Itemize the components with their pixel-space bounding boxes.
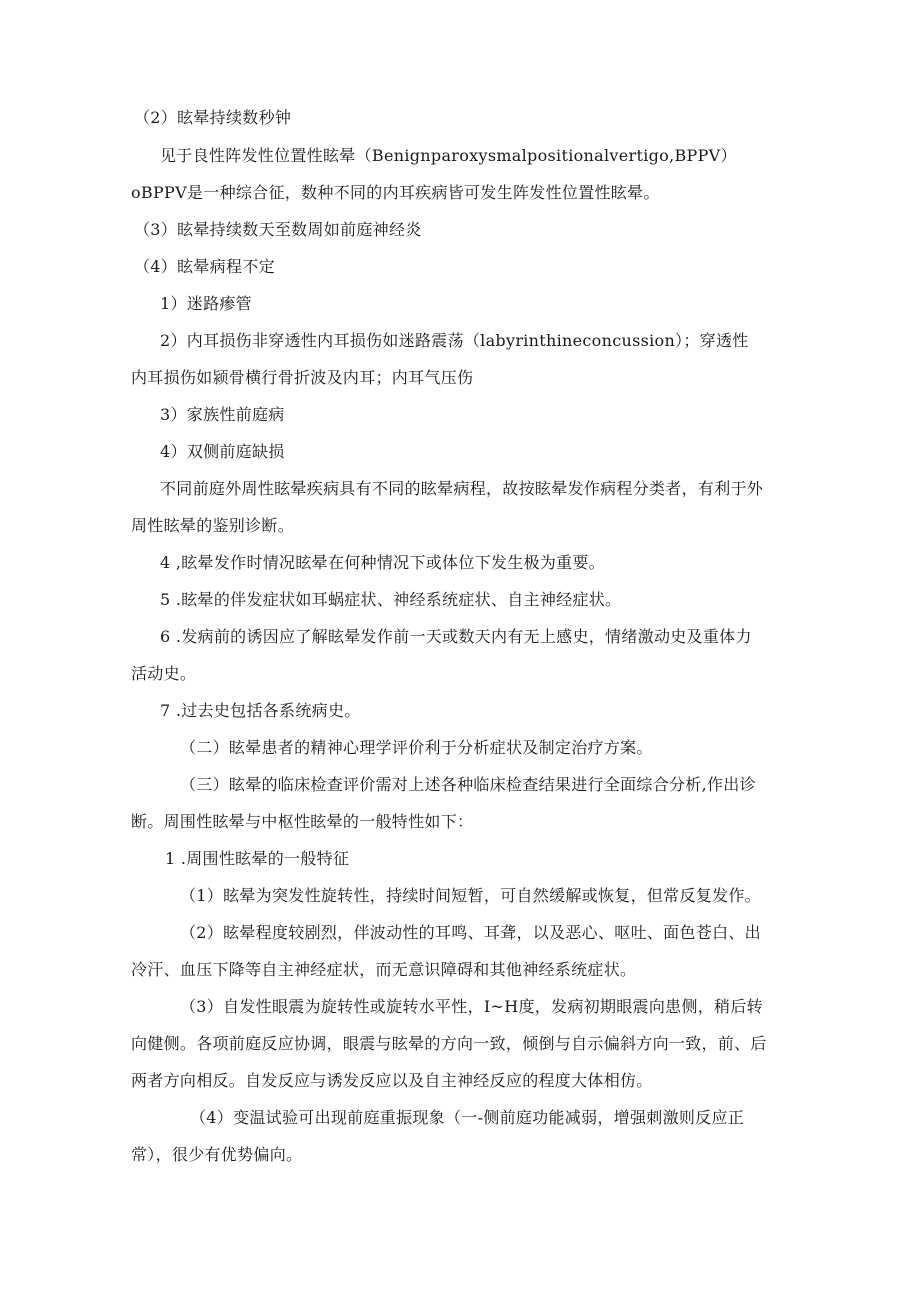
text-line: 3）家族性前庭病	[160, 405, 285, 424]
text-line: 活动史。	[131, 664, 197, 683]
text-line: 7 .过去史包括各系统病史。	[160, 701, 361, 720]
text-line: （2）眩晕持续数秒钟	[134, 108, 292, 127]
text-line: 向健侧。各项前庭反应协调，眼震与眩晕的方向一致，倾倒与自示偏斜方向一致，前、后	[131, 1034, 767, 1053]
text-line: 常），很少有优势偏向。	[131, 1145, 303, 1164]
text-line: （1）眩晕为突发性旋转性，持续时间短暂，可自然缓解或恢复，但常反复发作。	[180, 886, 761, 905]
text-line: （4）眩晕病程不定	[134, 257, 275, 276]
text-line: （三）眩晕的临床检查评价需对上述各种临床检查结果进行全面综合分析,作出诊	[180, 775, 756, 794]
text-line: 1）迷路瘆管	[160, 294, 252, 313]
text-line: 1 .周围性眩晕的一般特征	[165, 849, 350, 868]
text-line: 断。周围性眩晕与中枢性眩晕的一般特性如下：	[131, 812, 474, 831]
text-line: （2）眩晕程度较剧烈，伴波动性的耳鸣、耳聋，以及恶心、呕吐、面色苍白、出	[180, 923, 761, 942]
text-line: 4）双侧前庭缺损	[160, 442, 285, 461]
text-line: （4）变温试验可出现前庭重振现象（一-侧前庭功能减弱，增强刺激则反应正	[190, 1108, 745, 1127]
text-line: （3）眩晕持续数天至数周如前庭神经炎	[134, 220, 422, 239]
text-line: 两者方向相反。自发反应与诱发反应以及自主神经反应的程度大体相仿。	[131, 1071, 653, 1090]
text-line: 内耳损伤如颍骨横行骨折波及内耳；内耳气压伤	[131, 368, 474, 387]
text-line: 冷汗、血压下降等自主神经症状，而无意识障碍和其他神经系统症状。	[131, 960, 637, 979]
text-line: 4 ,眩晕发作时情况眩晕在何种情况下或体位下发生极为重要。	[160, 553, 606, 572]
text-line: 5 .眩晕的伴发症状如耳蜗症状、神经系统症状、自主神经症状。	[160, 590, 622, 609]
text-line: 见于良性阵发性位置性眩晕（Benignparoxysmalpositionalvertigo,BPPV）	[160, 146, 737, 165]
text-line: 2）内耳损伤非穿透性内耳损伤如迷路震荡（labyrinthineconcussion）；穿透性	[160, 331, 749, 350]
text-line: 周性眩晕的鉴别诊断。	[131, 516, 295, 535]
text-line: 6 .发病前的诱因应了解眩晕发作前一天或数天内有无上感史，情绪激动史及重体力	[160, 627, 752, 646]
text-line: oBPPV是一种综合征，数种不同的内耳疾病皆可发生阵发性位置性眩晕。	[131, 183, 660, 202]
text-line: （3）自发性眼震为旋转性或旋转水平性，I~H度，发病初期眼震向患侧，稍后转	[180, 997, 763, 1016]
text-line: 不同前庭外周性眩晕疾病具有不同的眩晕病程，故按眩晕发作病程分类者，有利于外	[160, 479, 764, 498]
text-line: （二）眩晕患者的精神心理学评价利于分析症状及制定治疗方案。	[180, 738, 653, 757]
